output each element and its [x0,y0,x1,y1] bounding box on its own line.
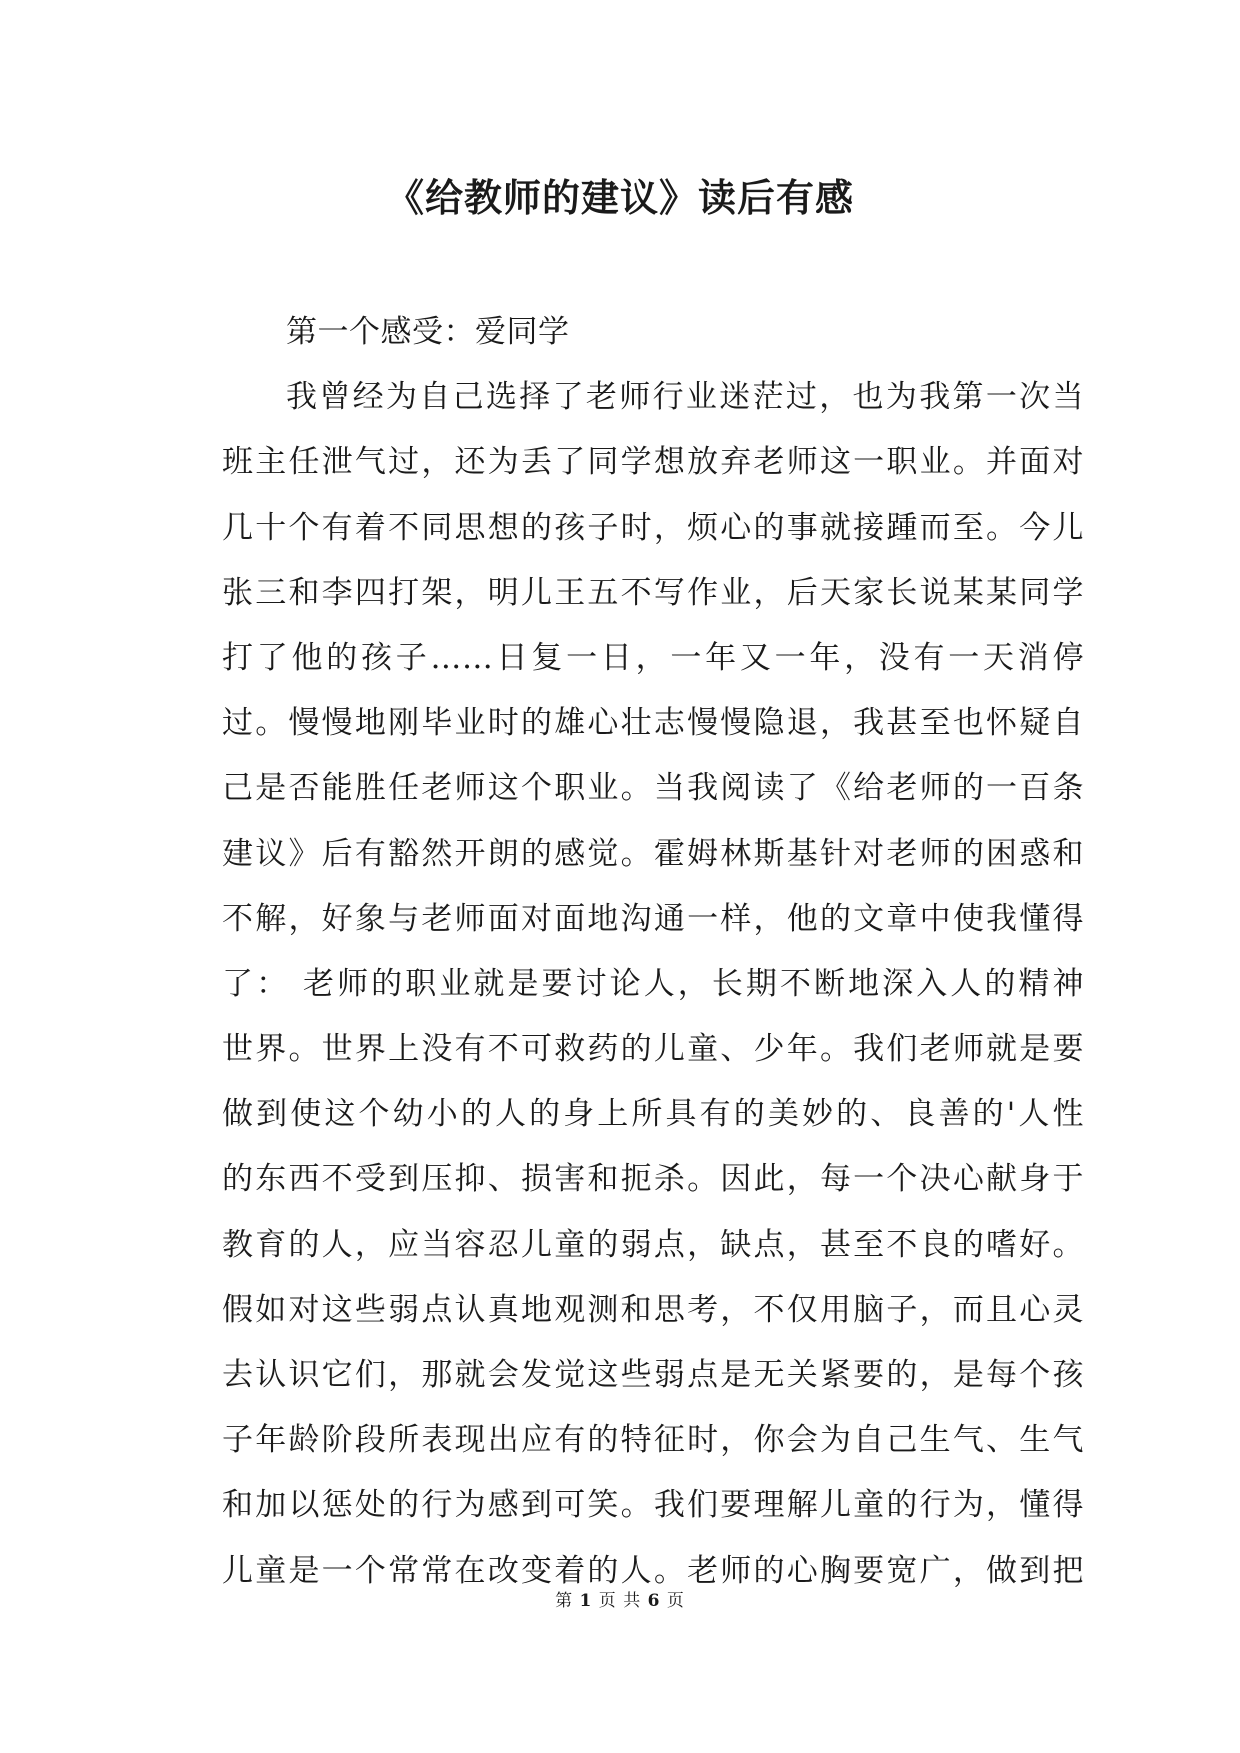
section-heading: 第一个感受：爱同学 [286,314,570,350]
footer-middle: 页 共 [598,1591,642,1611]
paragraph-line: 假如对这些弱点认真地观测和思考，不仅用脑子，而且心灵 [222,1291,1084,1328]
document-title: 《给教师的建议》读后有感 [385,175,854,220]
paragraph-line: 教育的人，应当容忍儿童的弱点，缺点，甚至不良的嗜好。 [222,1226,1084,1263]
paragraph-line: 和加以惩处的行为感到可笑。我们要理解儿童的行为，懂得 [222,1487,1084,1524]
total-pages-number: 6 [647,1591,661,1611]
paragraph-line: 张三和李四打架，明儿王五不写作业，后天家长说某某同学 [222,574,1084,611]
paragraph-line: 我曾经为自己选择了老师行业迷茫过，也为我第一次当 [286,379,1084,416]
paragraph-line: 建议》后有豁然开朗的感觉。霍姆林斯基针对老师的困惑和 [222,835,1084,872]
paragraph-line: 打了他的孩子……日复一日，一年又一年，没有一天消停 [222,639,1084,676]
page-footer [0,1586,1240,1616]
paragraph-line: 班主任泄气过，还为丢了同学想放弃老师这一职业。并面对 [222,444,1084,481]
paragraph-line: 的东西不受到压抑、损害和扼杀。因此，每一个决心献身于 [222,1161,1084,1198]
current-page-number: 1 [579,1591,593,1611]
paragraph-line: 几十个有着不同思想的孩子时，烦心的事就接踵而至。今儿 [222,509,1084,546]
paragraph-line: 去认识它们，那就会发觉这些弱点是无关紧要的，是每个孩 [222,1357,1084,1393]
paragraph-line: 不解，好象与老师面对面地沟通一样，他的文章中使我懂得 [222,900,1084,937]
paragraph-line: 做到使这个幼小的人的身上所具有的美妙的、良善的'人性 [222,1096,1084,1133]
paragraph-line: 儿童是一个常常在改变着的人。老师的心胸要宽广，做到把 [222,1552,1084,1589]
paragraph-line: 了： 老师的职业就是要讨论人，长期不断地深入人的精神 [222,965,1084,1002]
paragraph-line: 己是否能胜任老师这个职业。当我阅读了《给老师的一百条 [222,770,1084,807]
paragraph-line: 子年龄阶段所表现出应有的特征时，你会为自己生气、生气 [222,1422,1084,1459]
document-body [222,300,1084,1604]
paragraph-line: 过。慢慢地刚毕业时的雄心壮志慢慢隐退，我甚至也怀疑自 [222,705,1084,742]
paragraph-line: 世界。世界上没有不可救药的儿童、少年。我们老师就是要 [222,1031,1084,1068]
footer-prefix: 第 [555,1591,574,1611]
footer-suffix: 页 [666,1591,685,1611]
